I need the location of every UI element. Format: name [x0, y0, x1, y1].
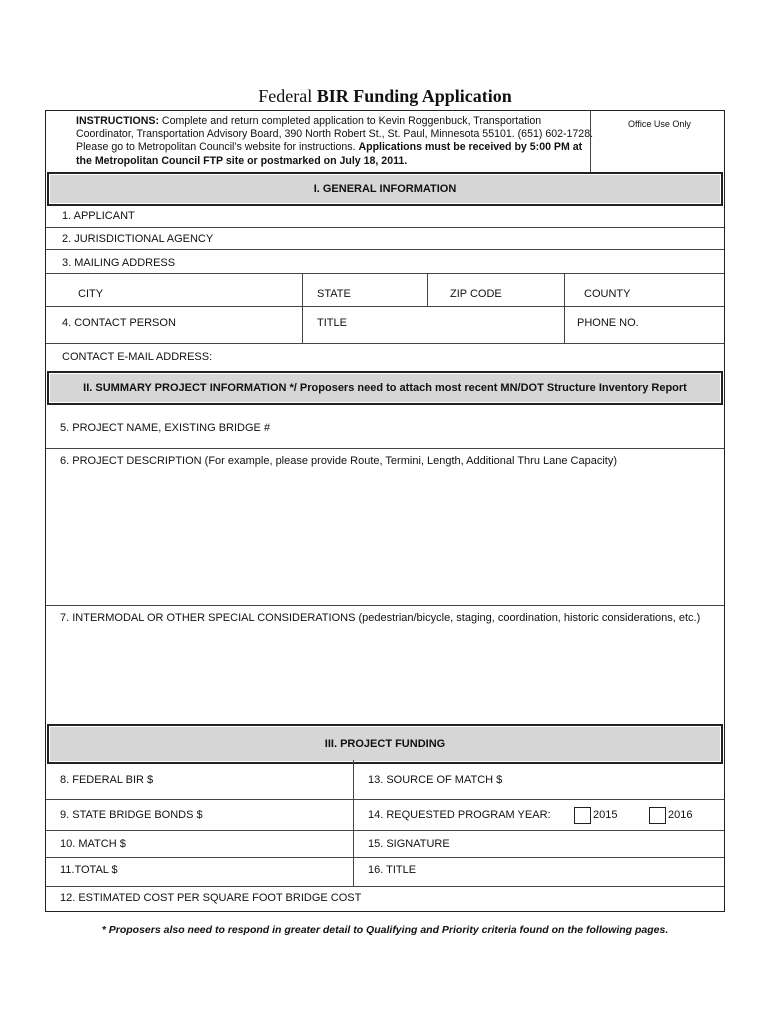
divider — [46, 830, 724, 831]
project-name-label: 5. PROJECT NAME, EXISTING BRIDGE # — [60, 422, 271, 434]
year-2015-label: 2015 — [593, 809, 618, 821]
agency-label: 2. JURISDICTIONAL AGENCY — [62, 233, 214, 245]
office-use-label: Office Use Only — [628, 119, 691, 129]
divider — [46, 886, 724, 887]
state-label: STATE — [317, 288, 351, 300]
footnote: * Proposers also need to respond in greater detail to Qualifying and Priority criteria found on the following pages. — [101, 924, 669, 936]
divider — [46, 343, 724, 344]
title-label: 16. TITLE — [368, 864, 417, 876]
title-main: BIR Funding Application — [316, 86, 512, 106]
divider — [564, 273, 565, 343]
instructions-text: Complete and return completed application to Kevin Roggenbuck, Transportation Coordinator, Transportation Advisory Board, 390 North Robert St., St. Paul, Minnesota 55101. (651) 602-1728. Please go to Metropolitan Council’s website for instructions. — [76, 115, 594, 154]
project-description-label: 6. PROJECT DESCRIPTION (For example, please provide Route, Termini, Length, Additional Thru Lane Capacity) — [60, 455, 617, 467]
divider — [46, 306, 724, 307]
divider — [302, 273, 303, 343]
divider — [427, 273, 428, 306]
county-label: COUNTY — [584, 288, 631, 300]
title-prefix: Federal — [258, 86, 313, 106]
source-match-label: 13. SOURCE OF MATCH $ — [368, 774, 503, 786]
application-form — [45, 110, 725, 912]
section-general-info-heading: I. GENERAL INFORMATION — [47, 172, 723, 206]
divider — [46, 857, 724, 858]
form-title — [0, 86, 770, 107]
estimated-cost-label: 12. ESTIMATED COST PER SQUARE FOOT BRIDGE COST — [60, 892, 362, 904]
phone-label: PHONE NO. — [577, 317, 639, 329]
match-label: 10. MATCH $ — [60, 838, 126, 850]
zip-label: ZIP CODE — [450, 288, 502, 300]
email-label: CONTACT E-MAIL ADDRESS: — [62, 351, 213, 363]
divider — [46, 273, 724, 274]
divider — [46, 227, 724, 228]
office-divider — [590, 111, 591, 172]
instructions-deadline: Applications must be received by 5:00 PM at the Metropolitan Council FTP site or postmarked on July 18, 2011. — [76, 141, 583, 167]
intermodal-label: 7. INTERMODAL OR OTHER SPECIAL CONSIDERATIONS (pedestrian/bicycle, staging, coordination, historic considerations, etc.) — [60, 612, 701, 624]
applicant-label: 1. APPLICANT — [62, 210, 135, 222]
signature-label: 15. SIGNATURE — [368, 838, 450, 850]
city-label: CITY — [78, 288, 104, 300]
divider — [46, 448, 724, 449]
divider — [46, 249, 724, 250]
program-year-label: 14. REQUESTED PROGRAM YEAR: — [368, 809, 551, 821]
section-funding-heading: III. PROJECT FUNDING — [47, 724, 723, 764]
contact-title-label: TITLE — [317, 317, 347, 329]
year-2016-label: 2016 — [668, 809, 693, 821]
section-summary-heading: II. SUMMARY PROJECT INFORMATION */ Proposers need to attach most recent MN/DOT Structure Inventory Report — [47, 371, 723, 405]
contact-person-label: 4. CONTACT PERSON — [62, 317, 176, 329]
divider — [46, 799, 724, 800]
mailing-address-label: 3. MAILING ADDRESS — [62, 257, 176, 269]
total-label: 11.TOTAL $ — [60, 864, 118, 876]
federal-bir-label: 8. FEDERAL BIR $ — [60, 774, 154, 786]
year-2015-checkbox[interactable] — [574, 807, 591, 824]
divider — [46, 605, 724, 606]
divider — [353, 760, 354, 886]
instructions — [76, 115, 596, 168]
instructions-lead: INSTRUCTIONS: — [76, 115, 159, 127]
year-2016-checkbox[interactable] — [649, 807, 666, 824]
state-bonds-label: 9. STATE BRIDGE BONDS $ — [60, 809, 203, 821]
